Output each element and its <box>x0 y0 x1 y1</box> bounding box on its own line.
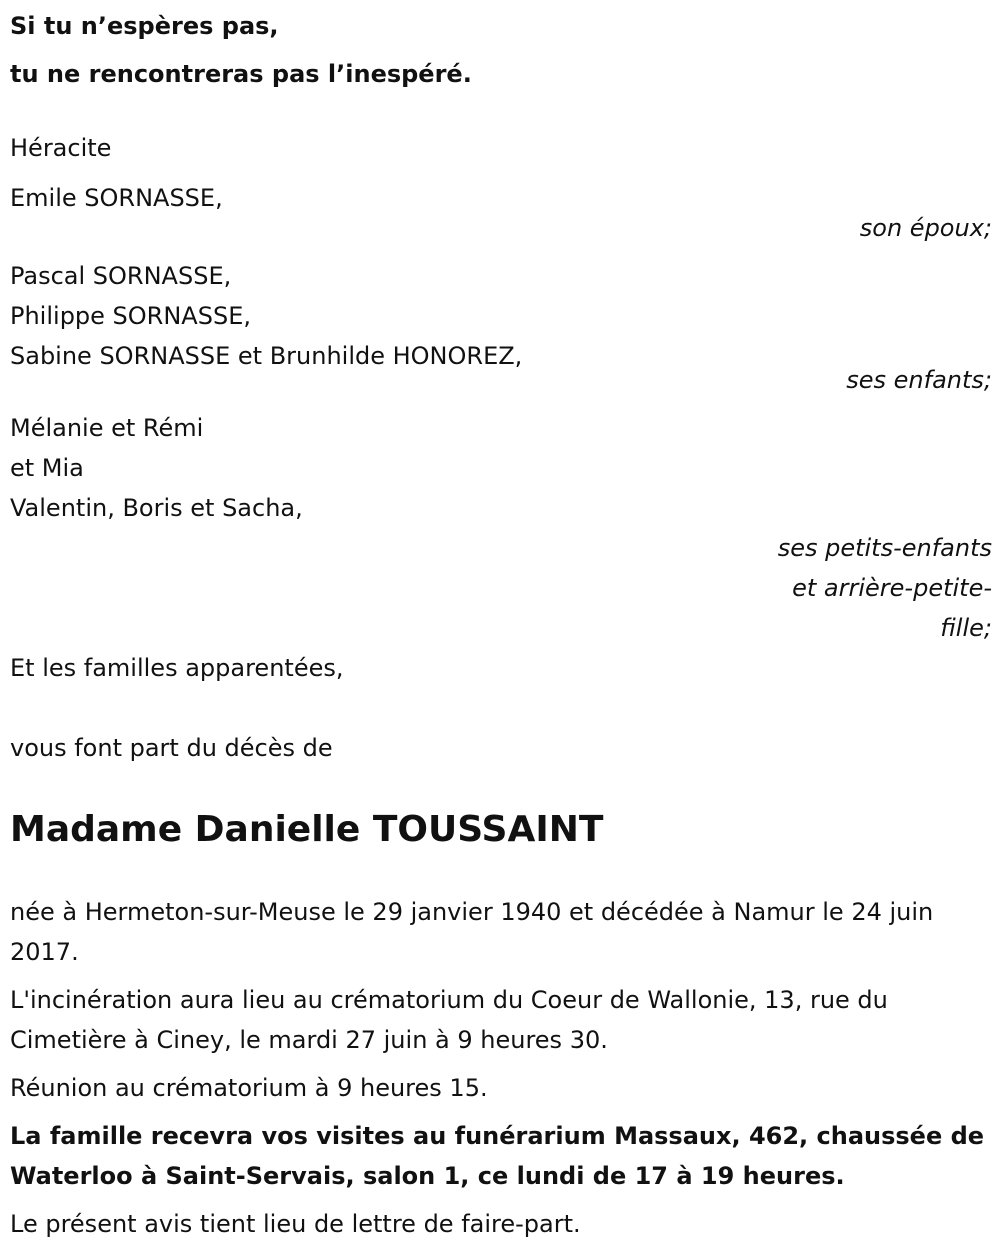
spouse-role: son époux; <box>859 214 992 242</box>
grandchildren-role-line-1: ses petits-enfants <box>777 534 992 562</box>
child-name-1: Pascal SORNASSE, <box>10 262 232 290</box>
announcement-line: vous font part du décès de <box>10 734 333 762</box>
children-role: ses enfants; <box>846 366 992 394</box>
epigraph <box>10 6 992 102</box>
visits-text: La famille recevra vos visites au funérarium Massaux, 462, chaussée de Waterloo à Saint-Servais, salon 1, ce lundi de 17 à 19 heures. <box>10 1122 985 1190</box>
grandchild-name-3: Valentin, Boris et Sacha, <box>10 494 303 522</box>
deceased-name: Madame Danielle TOUSSAINT <box>10 809 604 850</box>
epigraph-line-1: Si tu n’espères pas, <box>10 12 279 40</box>
grandchildren-block <box>10 408 992 648</box>
child-name-3: Sabine SORNASSE et Brunhilde HONOREZ, <box>10 342 523 370</box>
epigraph-author: Héracite <box>10 134 112 162</box>
birth-death-text: née à Hermeton-sur-Meuse le 29 janvier 1940 et décédée à Namur le 24 juin 2017. <box>10 898 934 966</box>
grandchild-name-1: Mélanie et Rémi <box>10 414 204 442</box>
obituary-notice <box>10 6 992 1244</box>
epigraph-line-2: tu ne rencontreras pas l’inespéré. <box>10 60 472 88</box>
grandchildren-role-line-2: et arrière-petite- <box>792 574 992 602</box>
grandchild-name-2: et Mia <box>10 454 84 482</box>
children-block <box>10 256 992 400</box>
relatives-line: Et les familles apparentées, <box>10 654 344 682</box>
spouse-block <box>10 178 992 248</box>
cremation-text: L'incinération aura lieu au crématorium du Coeur de Wallonie, 13, rue du Cimetière à Ciney, le mardi 27 juin à 9 heures 30. <box>10 986 888 1054</box>
spouse-name: Emile SORNASSE, <box>10 184 223 212</box>
child-name-2: Philippe SORNASSE, <box>10 302 251 330</box>
notice-text: Le présent avis tient lieu de lettre de faire-part. <box>10 1210 581 1238</box>
grandchildren-role-line-3: fille; <box>940 614 992 642</box>
meeting-text: Réunion au crématorium à 9 heures 15. <box>10 1074 488 1102</box>
